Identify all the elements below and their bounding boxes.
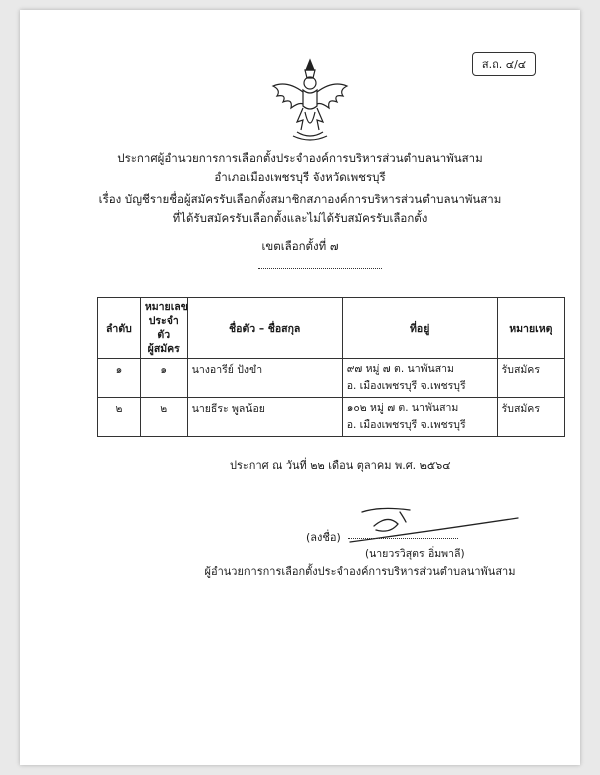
header-name: ชื่อตัว – ชื่อสกุล <box>187 298 342 359</box>
header-candidate-number <box>140 298 187 359</box>
signer-title: ผู้อำนวยการการเลือกตั้งประจำองค์การบริหารส่วนตำบลนาพันสาม <box>204 565 516 578</box>
handwritten-signature <box>340 504 530 550</box>
row-name: นายธีระ พูลน้อย <box>187 398 342 437</box>
header-order: ลำดับ <box>98 298 141 359</box>
row-order: ๒ <box>98 398 141 437</box>
row-address <box>342 359 497 398</box>
heading-line-4: ที่ได้รับสมัครรับเลือกตั้งและไม่ได้รับสมัครรับเลือกตั้ง <box>172 211 428 225</box>
dotted-divider <box>258 268 382 269</box>
candidate-table <box>97 297 565 437</box>
row-address-line-1: ๑๐๒ หมู่ ๗ ต. นาพันสาม <box>346 402 459 414</box>
header-remark: หมายเหตุ <box>497 298 564 359</box>
row-remark: รับสมัคร <box>497 398 564 437</box>
header-address: ที่อยู่ <box>342 298 497 359</box>
announcement-date: ประกาศ ณ วันที่ ๒๒ เดือน ตุลาคม พ.ศ. ๒๕๖๔ <box>230 459 451 472</box>
row-candidate-number: ๒ <box>140 398 187 437</box>
table-row <box>98 398 565 437</box>
row-address <box>342 398 497 437</box>
heading-subject: เรื่อง บัญชีรายชื่อผู้สมัครรับเลือกตั้งสมาชิกสภาองค์การบริหารส่วนตำบลนาพันสาม <box>98 192 502 206</box>
district-label: เขตเลือกตั้งที่ ๗ <box>261 239 339 253</box>
document-page <box>20 10 580 765</box>
header-number-line-1: หมายเลข <box>144 301 188 313</box>
row-name: นางอารีย์ ปังขำ <box>187 359 342 398</box>
garuda-emblem-icon <box>267 56 353 144</box>
row-address-line-1: ๙๗ หมู่ ๗ ต. นาพันสาม <box>346 363 454 375</box>
table-header-row <box>98 298 565 359</box>
form-code-badge: ส.ถ. ๔/๔ <box>472 52 536 76</box>
row-address-line-2: อ. เมืองเพชรบุรี จ.เพชรบุรี <box>346 380 466 392</box>
table-row <box>98 359 565 398</box>
header-number-line-3: ผู้สมัคร <box>147 343 180 355</box>
heading-line-2: อำเภอเมืองเพชรบุรี จังหวัดเพชรบุรี <box>214 170 386 184</box>
signer-name: (นายวรวิสุตร อิ่มพาลี) <box>365 548 465 560</box>
heading-line-1: ประกาศผู้อำนวยการการเลือกตั้งประจำองค์การบริหารส่วนตำบลนาพันสาม <box>117 151 483 165</box>
row-candidate-number: ๑ <box>140 359 187 398</box>
row-remark: รับสมัคร <box>497 359 564 398</box>
header-number-line-2: ประจำตัว <box>148 315 179 341</box>
signature-dotted-line <box>348 538 458 539</box>
sign-label: (ลงชื่อ) <box>306 531 341 544</box>
row-order: ๑ <box>98 359 141 398</box>
row-address-line-2: อ. เมืองเพชรบุรี จ.เพชรบุรี <box>346 419 466 431</box>
